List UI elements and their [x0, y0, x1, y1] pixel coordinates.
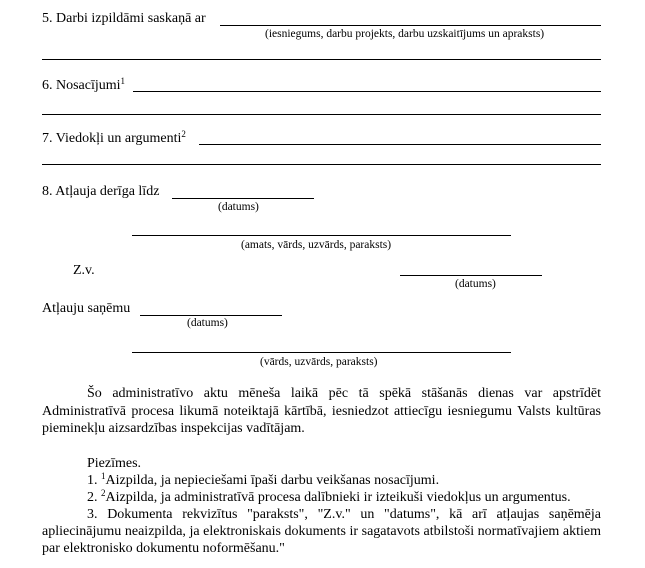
- section6-title: [42, 77, 125, 94]
- footnote-2-ref: 2: [181, 129, 186, 139]
- received-date-line[interactable]: [140, 315, 282, 316]
- notes-title: Piezīmes.: [87, 456, 142, 471]
- section5-label: 5. Darbi izpildāmi saskaņā ar: [42, 11, 206, 26]
- section6-field-line[interactable]: [133, 91, 601, 92]
- seal-date-hint: (datums): [455, 278, 496, 290]
- section5-field-line[interactable]: [220, 25, 601, 26]
- seal-date-line[interactable]: [400, 275, 542, 276]
- section6-label: 6. Nosacījumi: [42, 78, 121, 93]
- seal-label: Z.v.: [73, 263, 95, 278]
- note-2: [87, 489, 571, 506]
- valid-until-date-line[interactable]: [172, 198, 314, 199]
- footnote-1-ref: 1: [120, 76, 126, 86]
- valid-until-date-hint: (datums): [218, 201, 259, 213]
- note-2-sup: 2: [101, 488, 106, 498]
- note-2-text: Aizpilda, ja administratīvā procesa dalībnieki ir izteikuši viedokļus un argumentus.: [105, 490, 571, 505]
- received-label: Atļauju saņēmu: [42, 301, 131, 316]
- recipient-signature-line[interactable]: [132, 352, 511, 353]
- section5-continuation-line[interactable]: [42, 59, 601, 60]
- recipient-signature-hint: (vārds, uzvārds, paraksts): [260, 356, 378, 368]
- section7-title: [42, 130, 186, 147]
- note-1-sup: 1: [101, 471, 106, 481]
- received-date-hint: (datums): [187, 317, 228, 329]
- note-1-number: 1.: [87, 473, 98, 488]
- official-signature-hint: (amats, vārds, uzvārds, paraksts): [241, 239, 392, 251]
- section5-hint: (iesniegums, darbu projekts, darbu uzskaitījums un apraksts): [265, 28, 545, 40]
- note-3: 3. Dokumenta rekvizītus "paraksts", "Z.v." un "datums", kā arī atļaujas saņēmēja apliecinājumu neaizpilda, ja elektroniskais dokuments ir sagatavots atbilstoši normatīvajiem aktiem par elektronisko dokumentu noformēšanu.": [42, 507, 601, 556]
- section7-field-line[interactable]: [199, 144, 601, 145]
- appeal-paragraph: Šo administratīvo aktu mēneša laikā pēc tā spēkā stāšanās dienas var apstrīdēt Administratīvā procesa likumā noteiktajā kārtībā, iesniedzot attiecīgu iesniegumu Valsts kultūras pieminekļu aizsardzības inspekcijas vadītājam.: [42, 386, 601, 436]
- official-signature-line[interactable]: [132, 235, 511, 236]
- note-1-text: Aizpilda, ja nepieciešami īpaši darbu veikšanas nosacījumi.: [105, 473, 440, 488]
- section7-label: 7. Viedokļi un argumenti: [42, 131, 182, 146]
- section6-continuation-line[interactable]: [42, 114, 601, 115]
- section8-label: 8. Atļauja derīga līdz: [42, 184, 160, 199]
- section7-continuation-line[interactable]: [42, 164, 601, 165]
- note-1: [87, 472, 439, 489]
- note-2-number: 2.: [87, 490, 98, 505]
